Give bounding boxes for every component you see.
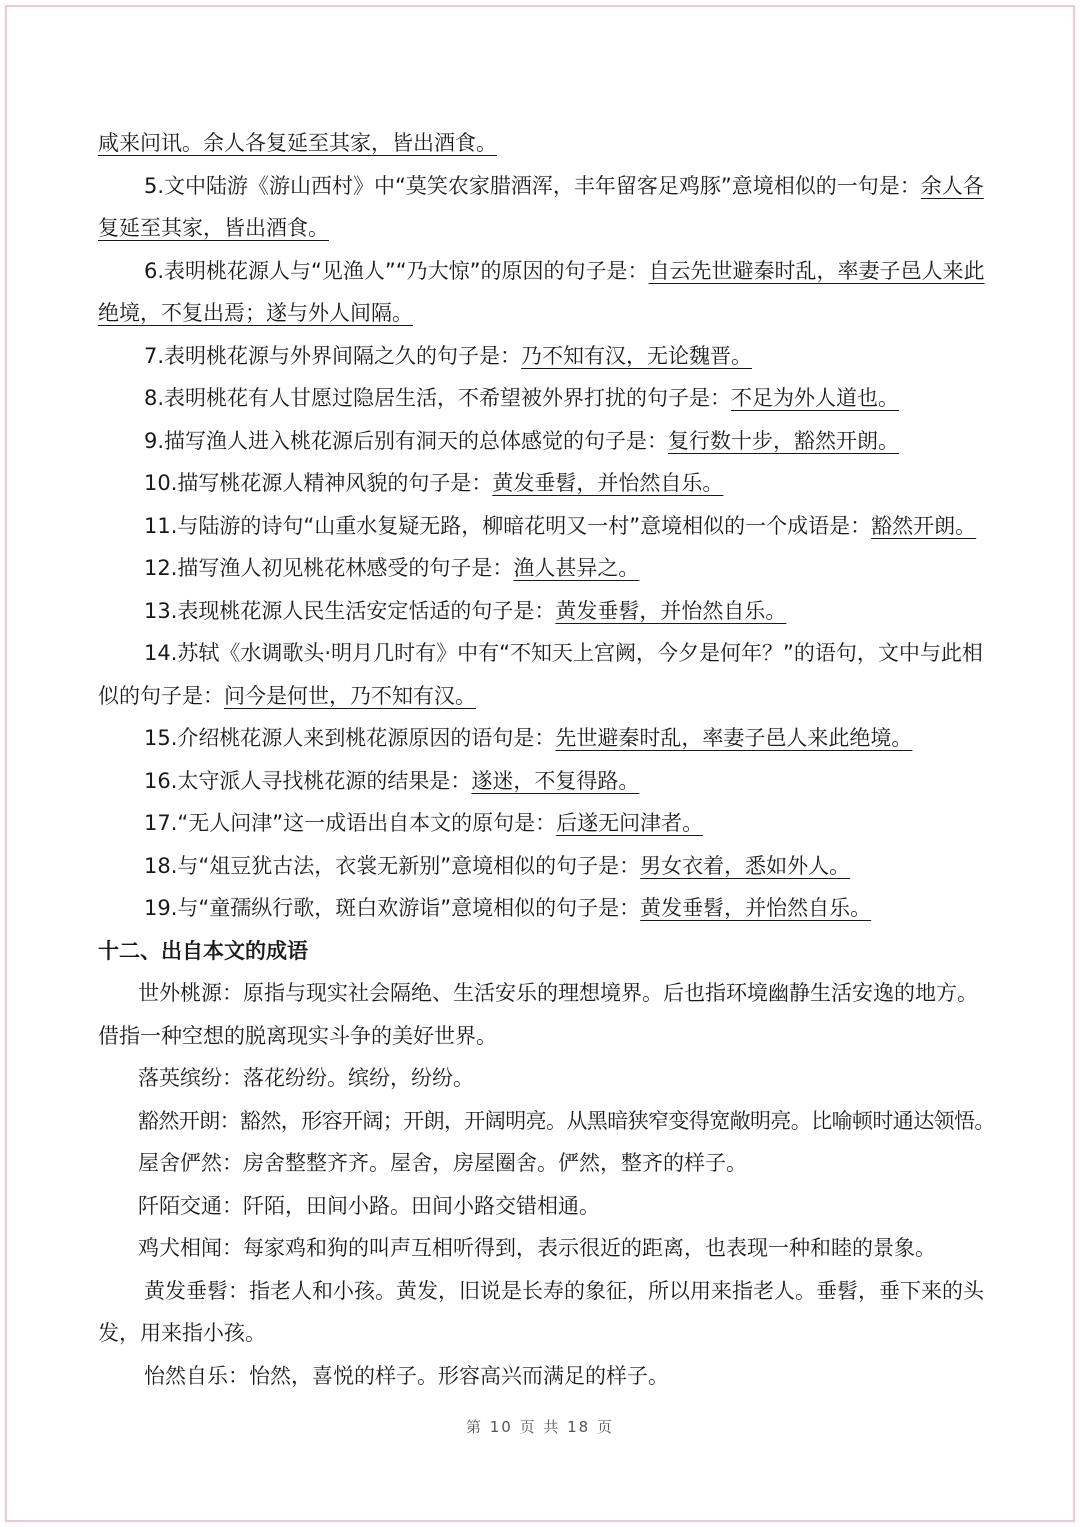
answer-underline: 黄发垂髫，并怡然自乐。 [640, 896, 872, 920]
answer-underline: 黄发垂髫，并怡然自乐。 [492, 471, 724, 495]
answer-underline: 渔人甚异之。 [513, 556, 640, 580]
question-text: 10.描写桃花源人精神风貌的句子是： [144, 471, 493, 495]
question-text: 5.文中陆游《游山西村》中“莫笑农家腊酒浑，丰年留客足鸡豚”意境相似的一句是： [144, 173, 921, 198]
question-text: 11.与陆游的诗句“山重水复疑无路，柳暗花明又一村”意境相似的一个成语是： [144, 513, 872, 538]
question-text: 6.表明桃花源人与“见渔人”“乃大惊”的原因的句子是： [144, 258, 649, 283]
answer-underline: 遂迷，不复得路。 [471, 768, 640, 793]
answer-underline: 黄发垂髫，并怡然自乐。 [555, 598, 787, 623]
question-text: 16.太守派人寻找桃花源的结果是： [144, 768, 472, 793]
answer-underline: 男女衣着，悉如外人。 [640, 853, 851, 878]
answer-underline: 绝境，不复出焉；遂与外人间隔。 [98, 301, 413, 325]
section-heading: 十二、出自本文的成语 [98, 938, 308, 963]
idiom-entry: 阡陌交通：阡陌，田间小路。田间小路交错相通。 [138, 1193, 600, 1218]
answer-underline: 自云先世避秦时乱，率妻子邑人来此 [648, 258, 985, 283]
question-text: 18.与“俎豆犹古法，衣裳无新别”意境相似的句子是： [144, 853, 641, 878]
question-7 [98, 335, 990, 378]
idiom-entry: 世外桃源：原指与现实社会隔绝、生活安乐的理想境界。后也指环境幽静生活安逸的地方。借指一种空想的脱离现实斗争的美好世界。 [98, 981, 978, 1048]
question-9 [98, 420, 990, 463]
question-6 [98, 250, 990, 293]
question-19 [98, 887, 990, 930]
question-text: 12.描写渔人初见桃花林感受的句子是： [144, 556, 514, 580]
answer-underline: 问今是何世，乃不知有汉。 [224, 683, 476, 708]
question-text: 13.表现桃花源人民生活安定恬适的句子是： [144, 598, 556, 623]
question-14-cont [98, 675, 990, 718]
answer-underline: 复行数十步，豁然开朗。 [668, 428, 900, 453]
question-6-cont [98, 292, 990, 335]
idiom-entry: 怡然自乐：怡然，喜悦的样子。形容高兴而满足的样子。 [144, 1363, 669, 1388]
answer-underline: 复延至其家，皆出酒食。 [98, 216, 329, 240]
idiom-entry: 鸡犬相闻：每家鸡和狗的叫声互相听得到，表示很近的距离，也表现一种和睦的景象。 [138, 1236, 936, 1260]
question-8 [98, 377, 990, 420]
answer-underline: 余人各 [920, 173, 984, 198]
answer-underline: 咸来问讯。余人各复延至其家，皆出酒食。 [98, 131, 497, 155]
answer-line-4-cont [98, 122, 990, 165]
question-text: 17.“无人问津”这一成语出自本文的原句是： [144, 811, 557, 835]
idiom-entry: 屋舍俨然：房舍整整齐齐。屋舍，房屋圈舍。俨然，整齐的样子。 [138, 1151, 747, 1175]
question-text: 9.描写渔人进入桃花源后别有洞天的总体感觉的句子是： [144, 428, 669, 453]
question-12 [98, 547, 990, 590]
question-text: 似的句子是： [98, 683, 224, 708]
answer-underline: 豁然开朗。 [871, 513, 977, 538]
question-5 [98, 165, 990, 208]
question-16 [98, 760, 990, 803]
answer-underline: 不足为外人道也。 [731, 386, 900, 410]
question-18 [98, 845, 990, 888]
idiom-entry: 黄发垂髫：指老人和小孩。黄发，旧说是长寿的象征，所以用来指老人。垂髫，垂下来的头发，用来指小孩。 [98, 1278, 984, 1345]
question-text: 19.与“童孺纵行歌，斑白欢游诣”意境相似的句子是： [144, 896, 641, 920]
question-11 [98, 505, 990, 548]
question-text: 8.表明桃花有人甘愿过隐居生活，不希望被外界打扰的句子是： [144, 386, 732, 410]
idiom-entry: 豁然开朗：豁然，形容开阔；开朗，开阔明亮。从黑暗狭窄变得宽敞明亮。比喻顿时通达领悟。 [138, 1108, 995, 1133]
document-body [98, 122, 995, 1397]
answer-underline: 先世避秦时乱，率妻子邑人来此绝境。 [555, 726, 913, 750]
question-text: 7.表明桃花源与外界间隔之久的句子是： [144, 343, 522, 368]
answer-underline: 乃不知有汉，无论魏晋。 [521, 343, 753, 368]
page-number-footer: 第 10 页 共 18 页 [465, 1418, 614, 1436]
question-13 [98, 590, 990, 633]
question-15 [98, 717, 990, 760]
question-text: 15.介绍桃花源人来到桃花源原因的语句是： [144, 726, 556, 750]
question-17 [98, 802, 990, 845]
idiom-entry: 落英缤纷：落花纷纷。缤纷，纷纷。 [138, 1066, 474, 1090]
question-5-cont [98, 207, 990, 250]
question-14 [98, 632, 990, 675]
question-text: 14.苏轼《水调歌头·明月几时有》中有“不知天上宫阙，今夕是何年？”的语句，文中与此相 [144, 641, 983, 665]
answer-underline: 后遂无问津者。 [556, 811, 704, 835]
question-10 [98, 462, 990, 505]
